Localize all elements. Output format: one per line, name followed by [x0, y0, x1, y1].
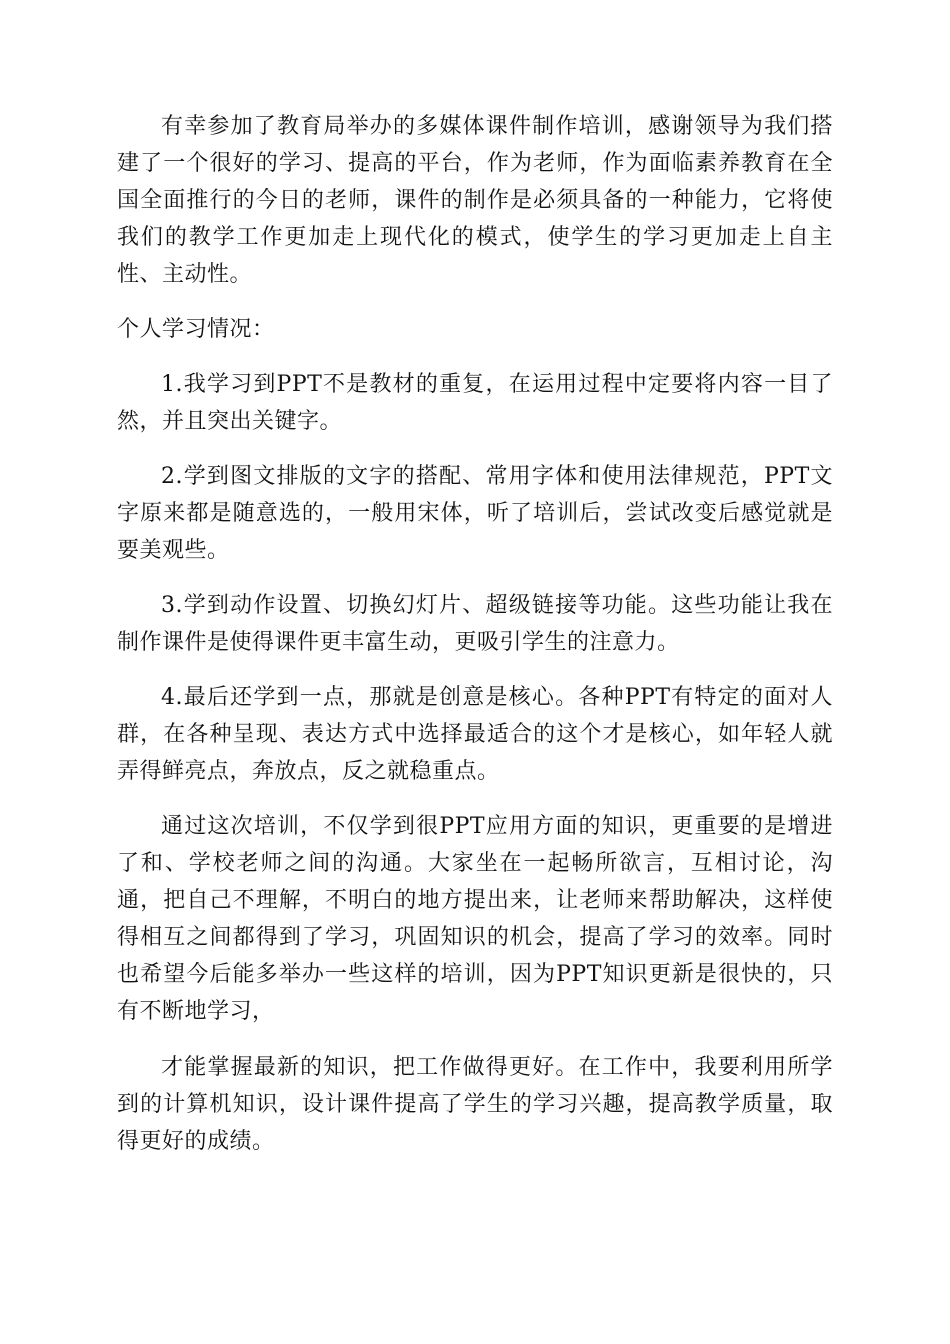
paragraph-conclusion: 才能掌握最新的知识，把工作做得更好。在工作中，我要利用所学到的计算机知识，设计课件提高了学生的学习兴趣，提高教学质量，取得更好的成绩。	[117, 1055, 833, 1154]
list-item-1: 1.我学习到PPT不是教材的重复，在运用过程中定要将内容一目了然，并且突出关键字。	[117, 372, 833, 434]
paragraph-intro: 有幸参加了教育局举办的多媒体课件制作培训，感谢领导为我们搭建了一个很好的学习、提高的平台，作为老师，作为面临素养教育在全国全面推行的今日的老师，课件的制作是必须具备的一种能力，它将使我们的教学工作更加走上现代化的模式，使学生的学习更加走上自主性、主动性。	[117, 114, 833, 287]
list-item-2: 2.学到图文排版的文字的搭配、常用字体和使用法律规范，PPT文字原来都是随意选的，一般用宋体，听了培训后，尝试改变后感觉就是要美观些。	[117, 464, 833, 563]
document-page	[117, 108, 833, 1160]
section-heading: 个人学习情况：	[117, 317, 275, 342]
paragraph-summary: 通过这次培训，不仅学到很PPT应用方面的知识，更重要的是增进了和、学校老师之间的沟通。大家坐在一起畅所欲言，互相讨论，沟通，把自己不理解，不明白的地方提出来，让老师来帮助解决，这样使得相互之间都得到了学习，巩固知识的机会，提高了学习的效率。同时也希望今后能多举办一些这样的培训，因为PPT知识更新是很快的，只有不断地学习，	[117, 814, 833, 1024]
list-item-4: 4.最后还学到一点，那就是创意是核心。各种PPT有特定的面对人群，在各种呈现、表达方式中选择最适合的这个才是核心，如年轻人就弄得鲜亮点，奔放点，反之就稳重点。	[117, 685, 833, 784]
list-item-3: 3.学到动作设置、切换幻灯片、超级链接等功能。这些功能让我在制作课件是使得课件更丰富生动，更吸引学生的注意力。	[117, 593, 833, 655]
